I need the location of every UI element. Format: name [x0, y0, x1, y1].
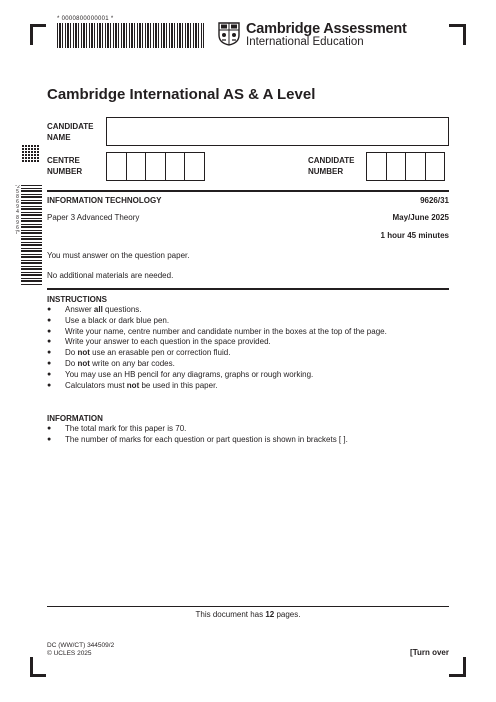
list-item: ● Write your name, centre number and candidate number in the boxes at the top of the page. [47, 327, 387, 338]
turn-over: [Turn over [410, 648, 449, 657]
divider [47, 288, 449, 290]
list-item: ● The total mark for this paper is 70. [47, 424, 348, 435]
qr-code [22, 144, 40, 162]
list-item: ● You may use an HB pencil for any diagrams, graphs or rough working. [47, 370, 387, 381]
crop-mark-top-left [30, 24, 33, 45]
list-item: ● Do not write on any bar codes. [47, 359, 387, 370]
crop-mark-bottom-left [30, 674, 46, 677]
side-barcode [21, 185, 42, 285]
instructions-list [47, 305, 387, 391]
divider [47, 190, 449, 192]
information-list [47, 424, 348, 446]
candidate-number-label: CANDIDATE NUMBER [308, 156, 355, 176]
list-item: ● Write your answer to each question in the space provided. [47, 337, 387, 348]
list-item: ● Answer all questions. [47, 305, 387, 316]
barcode-text: * 0000800000001 * [57, 16, 114, 22]
instructions-heading: INSTRUCTIONS [47, 295, 107, 304]
copyright: © UCLES 2025 [47, 650, 92, 657]
side-barcode-text: *2586948967* [15, 185, 20, 236]
paper-code: 9626/31 [420, 196, 449, 205]
cambridge-shield-icon [218, 22, 240, 46]
page-count: This document has 12 pages. [195, 610, 301, 619]
candidate-number-field[interactable] [367, 152, 445, 181]
information-heading: INFORMATION [47, 414, 103, 423]
list-item: ● Use a black or dark blue pen. [47, 316, 387, 327]
list-item: ● Calculators must not be used in this paper. [47, 381, 387, 392]
crop-mark-top-right [463, 24, 466, 45]
list-item: ● The number of marks for each question or part question is shown in brackets [ ]. [47, 435, 348, 446]
footer-divider [47, 606, 449, 607]
exam-session: May/June 2025 [392, 213, 449, 222]
qualification-title: Cambridge International AS & A Level [47, 86, 316, 103]
list-item: ● Do not use an erasable pen or correction fluid. [47, 348, 387, 359]
candidate-name-label: CANDIDATE NAME [47, 122, 94, 142]
answer-note: You must answer on the question paper. [47, 251, 190, 260]
materials-note: No additional materials are needed. [47, 271, 174, 280]
logo-subtitle: International Education [246, 36, 364, 48]
paper-name: Paper 3 Advanced Theory [47, 213, 140, 222]
crop-mark-top-left [30, 24, 46, 27]
centre-number-field[interactable] [107, 152, 205, 181]
crop-mark-bottom-right [449, 674, 466, 677]
centre-number-label: CENTRE NUMBER [47, 156, 83, 176]
logo-title: Cambridge Assessment [246, 21, 407, 37]
crop-mark-top-right [449, 24, 466, 27]
subject-title: INFORMATION TECHNOLOGY [47, 196, 162, 205]
candidate-name-field[interactable] [106, 117, 449, 146]
document-reference: DC (WW/CT) 344509/2 [47, 642, 115, 649]
exam-duration: 1 hour 45 minutes [380, 231, 449, 240]
top-barcode [57, 23, 204, 48]
